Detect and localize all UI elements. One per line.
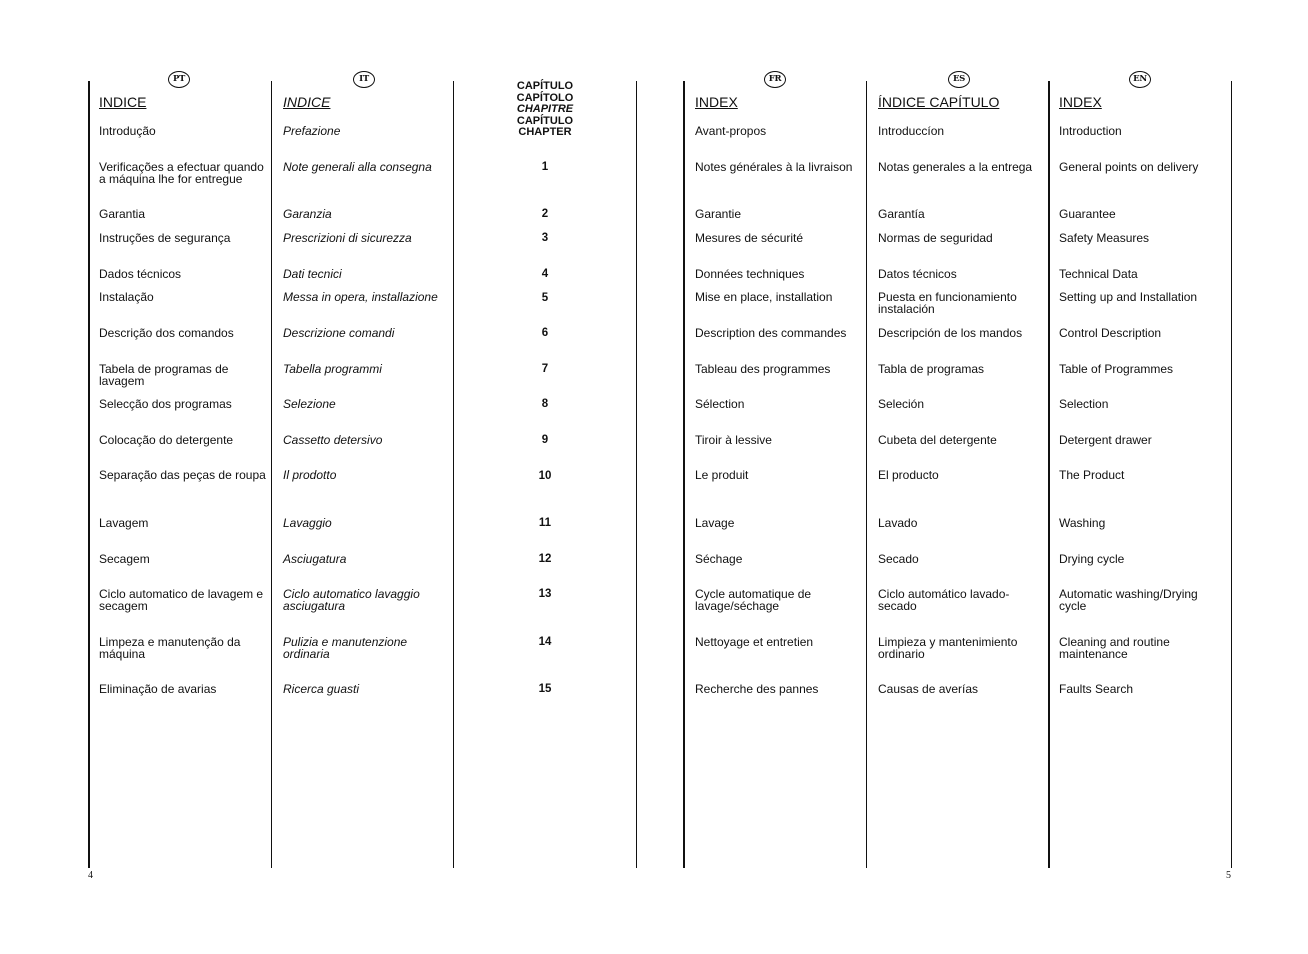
index-item: Ciclo automático lavado-secado bbox=[878, 587, 1010, 613]
column-heading: INDEX bbox=[1059, 94, 1102, 110]
page-number-left: 4 bbox=[88, 870, 93, 881]
index-item: Automatic washing/Drying cycle bbox=[1059, 587, 1198, 613]
chapter-header-es: CAPÍTULO bbox=[516, 114, 574, 127]
index-item: Séchage bbox=[695, 552, 743, 566]
index-item: Datos técnicos bbox=[878, 267, 957, 281]
index-item: Tabla de programas bbox=[878, 362, 985, 376]
index-item: Messa in opera, installazione bbox=[283, 290, 438, 304]
chapter-number: 3 bbox=[541, 232, 549, 244]
index-item: Descrizione comandi bbox=[283, 326, 395, 340]
index-item: Garanzia bbox=[283, 207, 332, 221]
index-item: Tabella programmi bbox=[283, 362, 382, 376]
index-item: Prescrizioni di sicurezza bbox=[283, 231, 412, 245]
index-item: Garantie bbox=[695, 207, 742, 221]
chapter-header-it: CAPÍTOLO bbox=[516, 91, 574, 104]
index-item: Control Description bbox=[1059, 326, 1162, 340]
divider bbox=[1231, 81, 1232, 868]
index-item: Notes générales à la livraison bbox=[695, 160, 853, 174]
index-item: Descrição dos comandos bbox=[99, 326, 234, 340]
index-item: Données techniques bbox=[695, 267, 805, 281]
index-item: Avant-propos bbox=[695, 124, 767, 138]
index-item: Washing bbox=[1059, 516, 1106, 530]
index-item: Table of Programmes bbox=[1059, 362, 1174, 376]
chapter-header-en: CHAPTER bbox=[518, 126, 572, 139]
index-item: Colocação do detergente bbox=[99, 433, 234, 447]
index-item: Le produit bbox=[695, 468, 749, 482]
index-item: Ciclo automatico de lavagem e secagem bbox=[99, 587, 264, 613]
divider bbox=[683, 81, 685, 868]
index-item: Recherche des pannes bbox=[695, 682, 819, 696]
index-item: Dados técnicos bbox=[99, 267, 182, 281]
divider bbox=[1048, 81, 1050, 868]
index-item: Lavaggio bbox=[283, 516, 332, 530]
index-item: Separação das peças de roupa bbox=[99, 468, 266, 482]
index-item: Ricerca guasti bbox=[283, 682, 360, 696]
index-item: The Product bbox=[1059, 468, 1125, 482]
index-item: Tiroir à lessive bbox=[695, 433, 772, 447]
chapter-header bbox=[454, 81, 636, 139]
index-item: Verificações a efectuar quando a máquina lhe for entregue bbox=[99, 160, 264, 186]
chapter-number: 8 bbox=[541, 398, 549, 410]
index-item: Faults Search bbox=[1059, 682, 1134, 696]
chapter-number: 6 bbox=[541, 327, 549, 339]
index-item: Tableau des programmes bbox=[695, 362, 831, 376]
chapter-number: 13 bbox=[538, 588, 552, 600]
index-item: Mise en place, installation bbox=[695, 290, 833, 304]
index-item: Note generali alla consegna bbox=[283, 160, 432, 174]
index-item: General points on delivery bbox=[1059, 160, 1199, 174]
column-heading: ÍNDICE CAPÍTULO bbox=[878, 94, 1000, 110]
index-item: Ciclo automatico lavaggio asciugatura bbox=[283, 587, 420, 613]
index-item: Safety Measures bbox=[1059, 231, 1150, 245]
index-item: Secagem bbox=[99, 552, 150, 566]
index-item: Lavage bbox=[695, 516, 735, 530]
column-heading: INDICE bbox=[99, 94, 147, 110]
divider bbox=[866, 81, 867, 868]
index-item: Nettoyage et entretien bbox=[695, 635, 814, 649]
index-item: Technical Data bbox=[1059, 267, 1138, 281]
index-item: Cubeta del detergente bbox=[878, 433, 997, 447]
language-flag-en: EN bbox=[1129, 71, 1151, 88]
index-item: Normas de seguridad bbox=[878, 231, 993, 245]
index-item: Causas de averías bbox=[878, 682, 979, 696]
index-item: Description des commandes bbox=[695, 326, 847, 340]
chapter-number: 15 bbox=[538, 683, 552, 695]
index-item: Introdução bbox=[99, 124, 156, 138]
index-item: Puesta en funcionamiento instalación bbox=[878, 290, 1017, 316]
index-item: Descripción de los mandos bbox=[878, 326, 1023, 340]
language-flag-it: IT bbox=[353, 71, 375, 88]
divider bbox=[271, 81, 272, 868]
index-item: Mesures de sécurité bbox=[695, 231, 804, 245]
index-item: Selezione bbox=[283, 397, 336, 411]
index-item: Lavagem bbox=[99, 516, 149, 530]
page-number-right: 5 bbox=[1226, 870, 1231, 881]
index-item: Notas generales a la entrega bbox=[878, 160, 1033, 174]
language-flag-fr: FR bbox=[764, 71, 786, 88]
chapter-number: 2 bbox=[541, 208, 549, 220]
index-item: Secado bbox=[878, 552, 919, 566]
index-item: Instalação bbox=[99, 290, 154, 304]
chapter-number: 4 bbox=[541, 268, 549, 280]
index-item: El producto bbox=[878, 468, 939, 482]
divider bbox=[636, 81, 637, 868]
chapter-number: 11 bbox=[538, 517, 552, 529]
chapter-header-pt: CAPÍTULO bbox=[516, 80, 574, 92]
chapter-number: 14 bbox=[538, 636, 552, 648]
index-item: Introduction bbox=[1059, 124, 1122, 138]
index-item: Lavado bbox=[878, 516, 918, 530]
index-item: Dati tecnici bbox=[283, 267, 342, 281]
index-item: Drying cycle bbox=[1059, 552, 1125, 566]
index-item: Introduccíon bbox=[878, 124, 945, 138]
index-item: Guarantee bbox=[1059, 207, 1116, 221]
index-item: Instruções de segurança bbox=[99, 231, 231, 245]
index-item: Cassetto detersivo bbox=[283, 433, 383, 447]
index-item: Il prodotto bbox=[283, 468, 337, 482]
chapter-number: 10 bbox=[538, 470, 552, 482]
index-item: Cycle automatique de lavage/séchage bbox=[695, 587, 812, 613]
language-flag-es: ES bbox=[948, 71, 970, 88]
index-item: Asciugatura bbox=[283, 552, 347, 566]
index-item: Selection bbox=[1059, 397, 1109, 411]
index-item: Setting up and Installation bbox=[1059, 290, 1198, 304]
index-item: Sélection bbox=[695, 397, 745, 411]
index-item: Garantía bbox=[878, 207, 925, 221]
chapter-number: 5 bbox=[541, 292, 549, 304]
index-item: Limpieza y mantenimiento ordinario bbox=[878, 635, 1018, 661]
index-item: Tabela de programas de lavagem bbox=[99, 362, 229, 388]
index-item: Limpeza e manutenção da máquina bbox=[99, 635, 241, 661]
index-item: Prefazione bbox=[283, 124, 341, 138]
index-item: Selecção dos programas bbox=[99, 397, 232, 411]
divider bbox=[88, 81, 90, 868]
index-item: Seleción bbox=[878, 397, 925, 411]
index-item: Garantia bbox=[99, 207, 146, 221]
index-item: Cleaning and routine maintenance bbox=[1059, 635, 1170, 661]
column-heading: INDEX bbox=[695, 94, 738, 110]
index-item: Pulizia e manutenzione ordinaria bbox=[283, 635, 408, 661]
chapter-number: 1 bbox=[541, 161, 549, 173]
chapter-number: 9 bbox=[541, 434, 549, 446]
chapter-number: 12 bbox=[538, 553, 552, 565]
index-item: Detergent drawer bbox=[1059, 433, 1152, 447]
chapter-number: 7 bbox=[541, 363, 549, 375]
column-heading: INDICE bbox=[283, 94, 331, 110]
index-item: Eliminação de avarias bbox=[99, 682, 217, 696]
chapter-header-fr: CHAPITRE bbox=[516, 103, 574, 116]
language-flag-pt: PT bbox=[168, 71, 190, 88]
